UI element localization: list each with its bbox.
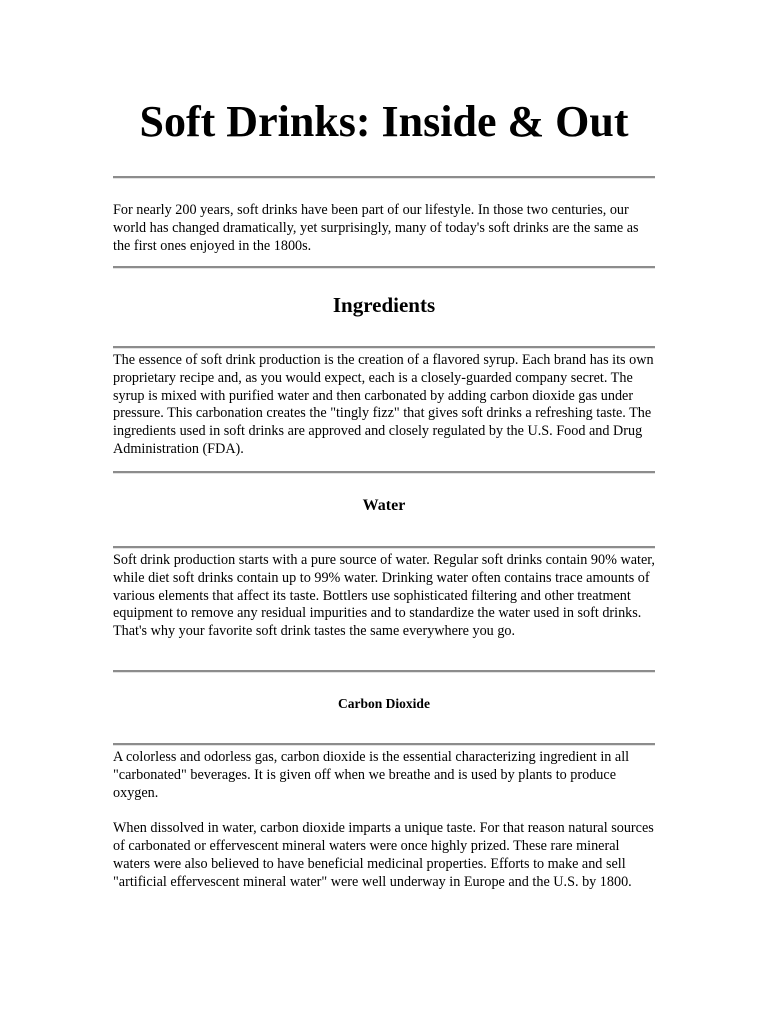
horizontal-rule <box>113 471 655 474</box>
page-title: Soft Drinks: Inside & Out <box>139 97 629 146</box>
horizontal-rule <box>113 743 655 746</box>
water-paragraph: Soft drink production starts with a pure source of water. Regular soft drinks contain 90% water, while diet soft drinks contain up to 99% water. Drinking water often contains trace amounts of various elements that affect its taste. Bottlers use sophisticated filtering and other treatment equipment to remove any residual impurities and to standardize the water used in soft drinks. That's why your favorite soft drink tastes the same everywhere you go. <box>113 552 655 640</box>
horizontal-rule <box>113 670 655 673</box>
intro-paragraph: For nearly 200 years, soft drinks have been part of our lifestyle. In those two centuries, our world has changed dramatically, yet surprisingly, many of today's soft drinks are the same as the first ones enjoyed in the 1800s. <box>113 202 639 254</box>
horizontal-rule <box>113 176 655 179</box>
section-heading-water: Water <box>362 497 406 514</box>
horizontal-rule <box>113 346 655 349</box>
ingredients-block <box>113 352 655 459</box>
section-heading-carbon-dioxide: Carbon Dioxide <box>338 696 430 711</box>
horizontal-rule <box>113 266 655 269</box>
carbon-dioxide-block <box>113 749 655 891</box>
horizontal-rule <box>113 546 655 549</box>
ingredients-paragraph: The essence of soft drink production is the creation of a flavored syrup. Each brand has its own proprietary recipe and, as you would expect, each is a closely-guarded company secret. The syrup is mixed with purified water and then carbonated by adding carbon dioxide gas under pressure. This carbonation creates the "tingly fizz" that gives soft drinks a refreshing taste. The ingredients used in soft drinks are approved and closely regulated by the U.S. Food and Drug Administration (FDA). <box>113 352 654 457</box>
water-block <box>113 552 655 641</box>
intro-block <box>113 202 655 255</box>
carbon-dioxide-paragraph-1: A colorless and odorless gas, carbon dioxide is the essential characterizing ingredient in all "carbonated" beverages. It is given off when we breathe and is used by plants to produce oxygen. <box>113 749 630 801</box>
carbon-dioxide-paragraph-2: When dissolved in water, carbon dioxide imparts a unique taste. For that reason natural sources of carbonated or effervescent mineral waters were once highly prized. These rare mineral waters were also believed to have beneficial medicinal properties. Efforts to make and sell "artificial effervescent mineral water" were well underway in Europe and the U.S. by 1800. <box>113 820 654 890</box>
section-heading-ingredients: Ingredients <box>332 293 436 317</box>
